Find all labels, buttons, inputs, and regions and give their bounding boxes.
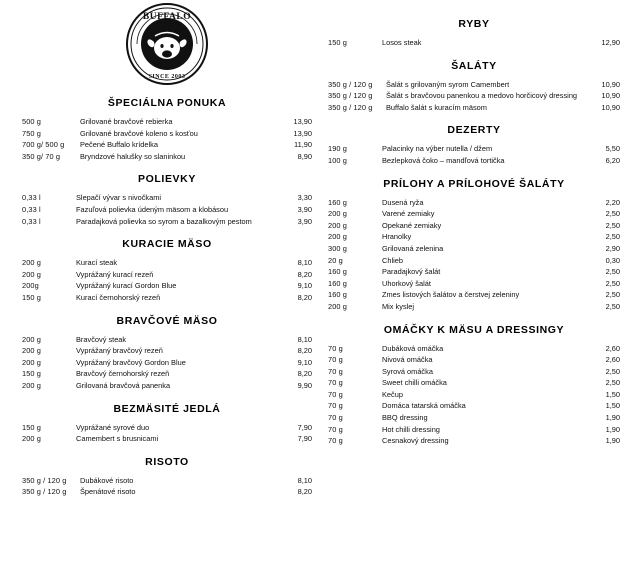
item-price: 7,90 [297, 422, 312, 432]
item-price: 8,20 [297, 369, 312, 379]
menu-item [328, 412, 620, 424]
item-quantity: 70 g [328, 378, 343, 388]
item-price: 2,50 [605, 209, 620, 219]
menu-item [22, 380, 312, 392]
section-title: ŠPECIÁLNA PONUKA [107, 97, 227, 109]
item-name: Grilované bravčové rebierka [80, 117, 173, 126]
menu-item [22, 139, 312, 151]
item-quantity: 150 g [22, 422, 41, 432]
item-name: Dubáková omáčka [382, 343, 444, 353]
item-name: Grilované bravčové koleno s kosťou [80, 128, 198, 138]
item-price: 2,50 [605, 232, 620, 242]
item-quantity: 350 g / 120 g [22, 475, 67, 485]
item-quantity: 200 g [22, 269, 41, 279]
item-name: BBQ dressing [382, 413, 428, 423]
menu-item [328, 278, 620, 290]
section-title: RISOTO [145, 455, 189, 468]
spacer [328, 0, 620, 14]
menu-item [328, 255, 620, 267]
item-quantity: 750 g [22, 128, 41, 138]
item-quantity: 200 g [22, 434, 41, 444]
item-price: 10,90 [601, 91, 620, 101]
item-quantity: 160 g [328, 267, 347, 277]
item-quantity: 350 g / 120 g [328, 102, 373, 112]
item-price: 2,20 [605, 197, 620, 207]
section-title: POLIEVKY [138, 173, 196, 186]
section-prilohy [328, 178, 620, 313]
item-price: 1,50 [605, 389, 620, 399]
section-title: KURACIE MÄSO [122, 238, 212, 251]
menu-item-list [328, 343, 620, 447]
item-quantity: 160 g [328, 197, 347, 207]
item-price: 2,60 [605, 343, 620, 353]
item-quantity: 200 g [22, 380, 41, 390]
buffalo-head-icon [125, 2, 209, 86]
item-name: Grilovaná bravčová panenka [76, 380, 171, 390]
section-bravcove-maso [22, 315, 312, 392]
svg-text:BUFFALO: BUFFALO [142, 12, 192, 22]
item-price: 5,50 [605, 144, 620, 154]
item-price: 2,50 [605, 278, 620, 288]
item-quantity: 200 g [328, 220, 347, 230]
item-name: Nivová omáčka [382, 355, 433, 365]
item-name: Zmes listových šalátov a čerstvej zeleniny [382, 290, 520, 300]
item-name: Palacinky na výber nutella / džem [382, 144, 493, 154]
menu-item [22, 269, 312, 281]
item-price: 1,90 [605, 424, 620, 434]
item-price: 3,30 [297, 193, 312, 203]
svg-text:SINCE 2003: SINCE 2003 [148, 74, 186, 80]
item-price: 2,50 [605, 220, 620, 230]
section-polievky [22, 173, 312, 227]
menu-item-list [328, 197, 620, 313]
item-name: Hranolky [382, 232, 412, 242]
menu-item [22, 422, 312, 434]
item-name: Dubákové risoto [80, 475, 134, 485]
item-price: 8,10 [297, 475, 312, 485]
item-name: Bryndzové halušky so slaninkou [80, 151, 186, 161]
menu-item [22, 345, 312, 357]
item-quantity: 200 g [22, 334, 41, 344]
item-quantity: 70 g [328, 355, 343, 365]
item-quantity: 200 g [22, 346, 41, 356]
menu-item [328, 208, 620, 220]
item-name: Vyprážaný bravčový Gordon Blue [76, 357, 186, 367]
item-quantity: 200 g [22, 357, 41, 367]
menu-item-list [22, 192, 312, 227]
item-name: Fazuľová polievka údeným mäsom a klobásou [76, 204, 229, 214]
item-name: Domáca tatarská omáčka [382, 401, 466, 411]
item-name: Camembert s brusnicami [76, 434, 159, 444]
item-price: 8,20 [297, 346, 312, 356]
item-quantity: 70 g [328, 401, 343, 411]
item-name: Paradajková polievka so syrom a bazalkovým pestom [76, 216, 252, 226]
section-title: ŠALÁTY [451, 59, 497, 72]
item-name: Vyprážané syrové duo [76, 422, 150, 432]
menu-item-list [22, 334, 312, 392]
item-price: 1,90 [605, 413, 620, 423]
item-price: 9,90 [297, 380, 312, 390]
item-price: 8,20 [297, 292, 312, 302]
item-quantity: 150 g [22, 292, 41, 302]
item-quantity: 350 g/ 70 g [22, 151, 61, 161]
section-specialna-ponuka [22, 97, 312, 162]
section-title: BRAVČOVÉ MÄSO [116, 314, 218, 327]
item-quantity: 70 g [328, 343, 343, 353]
item-quantity: 200 g [328, 301, 347, 311]
section-omacky-dressingy [328, 324, 620, 447]
item-quantity: 70 g [328, 366, 343, 376]
menu-item [328, 266, 620, 278]
menu-item-list [328, 79, 620, 114]
item-quantity: 0,33 l [22, 216, 41, 226]
item-quantity: 150 g [22, 369, 41, 379]
section-title: PRÍLOHY A PRÍLOHOVÉ ŠALÁTY [383, 177, 565, 190]
menu-item [328, 354, 620, 366]
item-price: 10,90 [601, 79, 620, 89]
menu-item [22, 116, 312, 128]
item-price: 2,50 [605, 267, 620, 277]
menu-item [22, 216, 312, 228]
menu-item-list [328, 37, 620, 49]
item-quantity: 200 g [328, 209, 347, 219]
section-title: DEZERTY [447, 124, 501, 137]
item-price: 2,60 [605, 355, 620, 365]
item-name: Bravčový černohorský rezeň [76, 369, 170, 379]
item-quantity: 500 g [22, 117, 41, 126]
item-quantity: 70 g [328, 436, 343, 446]
item-price: 13,90 [293, 128, 312, 138]
item-price: 2,90 [605, 243, 620, 253]
menu-item [22, 280, 312, 292]
menu-item [22, 292, 312, 304]
menu-item [328, 102, 620, 114]
menu-item-list [22, 116, 312, 162]
item-price: 8,10 [297, 258, 312, 268]
section-title: RYBY [458, 18, 490, 30]
item-quantity: 200 g [328, 232, 347, 242]
item-price: 2,50 [605, 366, 620, 376]
item-quantity: 70 g [328, 413, 343, 423]
item-price: 10,90 [601, 102, 620, 112]
item-price: 3,90 [297, 216, 312, 226]
menu-item [328, 243, 620, 255]
section-ryby [328, 18, 620, 49]
item-name: Šalát s bravčovou panenkou a medovo horčicový dressing [386, 91, 578, 101]
item-name: Špenátové risoto [80, 487, 136, 497]
item-quantity: 350 g / 120 g [328, 91, 373, 101]
item-quantity: 100 g [328, 155, 347, 165]
item-quantity: 20 g [328, 255, 343, 265]
item-price: 2,50 [605, 301, 620, 311]
item-name: Bezlepková čoko – mandľová tortička [382, 155, 505, 165]
item-price: 9,10 [297, 281, 312, 291]
item-name: Vyprážaný kurací rezeň [76, 269, 154, 279]
item-price: 2,50 [605, 290, 620, 300]
item-name: Chlieb [382, 255, 403, 265]
item-name: Uhorkový šalát [382, 278, 431, 288]
item-price: 8,20 [297, 269, 312, 279]
svg-text:PUB [155, 40, 180, 52]
menu-item [22, 151, 312, 163]
menu-item [328, 37, 620, 49]
menu-item-list [22, 422, 312, 445]
item-name: Grilovaná zelenina [382, 243, 444, 253]
menu-item [328, 389, 620, 401]
menu-column-right [320, 0, 640, 572]
item-price: 6,20 [605, 155, 620, 165]
item-price: 9,10 [297, 357, 312, 367]
menu-item [22, 357, 312, 369]
item-quantity: 350 g / 120 g [328, 79, 373, 89]
menu-item [328, 377, 620, 389]
item-price: 13,90 [293, 117, 312, 126]
item-price: 7,90 [297, 434, 312, 444]
menu-item [22, 433, 312, 445]
item-name: Syrová omáčka [382, 366, 433, 376]
item-name: Kurací černohorský rezeň [76, 292, 161, 302]
buffalo-pub-logo [125, 2, 209, 86]
item-name: Vyprážaný bravčový rezeň [76, 346, 163, 356]
menu-item-list [22, 257, 312, 303]
item-price: 8,10 [297, 334, 312, 344]
item-quantity: 150 g [328, 38, 347, 47]
item-name: Kečup [382, 389, 403, 399]
logo-container [22, 2, 312, 86]
item-price: 1,50 [605, 401, 620, 411]
item-name: Mix kyslej [382, 301, 415, 311]
menu-item [328, 197, 620, 209]
section-title: BEZMÄSITÉ JEDLÁ [113, 402, 221, 415]
item-quantity: 200g [22, 281, 39, 291]
item-name: Sweet chilli omáčka [382, 378, 447, 388]
item-quantity: 70 g [328, 389, 343, 399]
section-bezmasite-jedla [22, 403, 312, 445]
item-name: Cesnakový dressing [382, 436, 449, 446]
item-price: 8,20 [297, 487, 312, 497]
section-dezerty [328, 124, 620, 166]
menu-item [22, 334, 312, 346]
item-quantity: 190 g [328, 144, 347, 154]
section-kuracie-maso [22, 238, 312, 303]
menu-item [22, 368, 312, 380]
item-quantity: 200 g [22, 258, 41, 268]
menu-item [328, 435, 620, 447]
menu-item [22, 486, 312, 498]
item-name: Dusená ryža [382, 197, 424, 207]
item-price: 12,90 [601, 38, 620, 47]
menu-item-list [22, 475, 312, 498]
item-name: Bravčový steak [76, 334, 127, 344]
menu-item [328, 343, 620, 355]
menu-item [22, 192, 312, 204]
item-quantity: 700 g/ 500 g [22, 140, 65, 150]
menu-item [328, 289, 620, 301]
item-name: Hot chilli dressing [382, 424, 440, 434]
item-name: Paradajkový šalát [382, 267, 441, 277]
item-price: 0,30 [605, 255, 620, 265]
item-price: 3,90 [297, 204, 312, 214]
section-salaty [328, 60, 620, 114]
menu-item [22, 204, 312, 216]
menu-item [328, 90, 620, 102]
item-quantity: 350 g / 120 g [22, 487, 67, 497]
item-name: Buffalo šalát s kuracím mäsom [386, 102, 487, 112]
item-name: Kurací steak [76, 258, 118, 268]
item-quantity: 0,33 l [22, 204, 41, 214]
menu-item [328, 231, 620, 243]
menu-item [22, 475, 312, 487]
item-quantity: 300 g [328, 243, 347, 253]
menu-item-list [328, 143, 620, 166]
menu-item [328, 143, 620, 155]
item-name: Varené zemiaky [382, 209, 435, 219]
item-name: Pečené Buffalo krídelka [80, 140, 158, 150]
menu-item [328, 220, 620, 232]
item-name: Vyprážaný kurací Gordon Blue [76, 281, 177, 291]
menu-item [328, 366, 620, 378]
menu-item [328, 301, 620, 313]
item-quantity: 160 g [328, 278, 347, 288]
item-price: 2,50 [605, 378, 620, 388]
section-title: OMÁČKY K MÄSU A DRESSINGY [383, 323, 565, 336]
item-quantity: 0,33 l [22, 193, 41, 203]
menu-item [328, 424, 620, 436]
menu-item [328, 155, 620, 167]
menu-item [22, 257, 312, 269]
menu-item [22, 128, 312, 140]
item-quantity: 160 g [328, 290, 347, 300]
item-price: 8,90 [297, 151, 312, 161]
item-price: 1,90 [605, 436, 620, 446]
item-name: Losos steak [382, 38, 422, 47]
item-name: Opekané zemiaky [382, 220, 442, 230]
item-name: Slepačí vývar s nivočkami [76, 193, 162, 203]
section-risoto [22, 456, 312, 498]
item-quantity: 70 g [328, 424, 343, 434]
item-price: 11,90 [294, 140, 312, 150]
menu-item [328, 79, 620, 91]
menu-item [328, 400, 620, 412]
item-name: Šalát s grilovaným syrom Camembert [386, 79, 510, 89]
